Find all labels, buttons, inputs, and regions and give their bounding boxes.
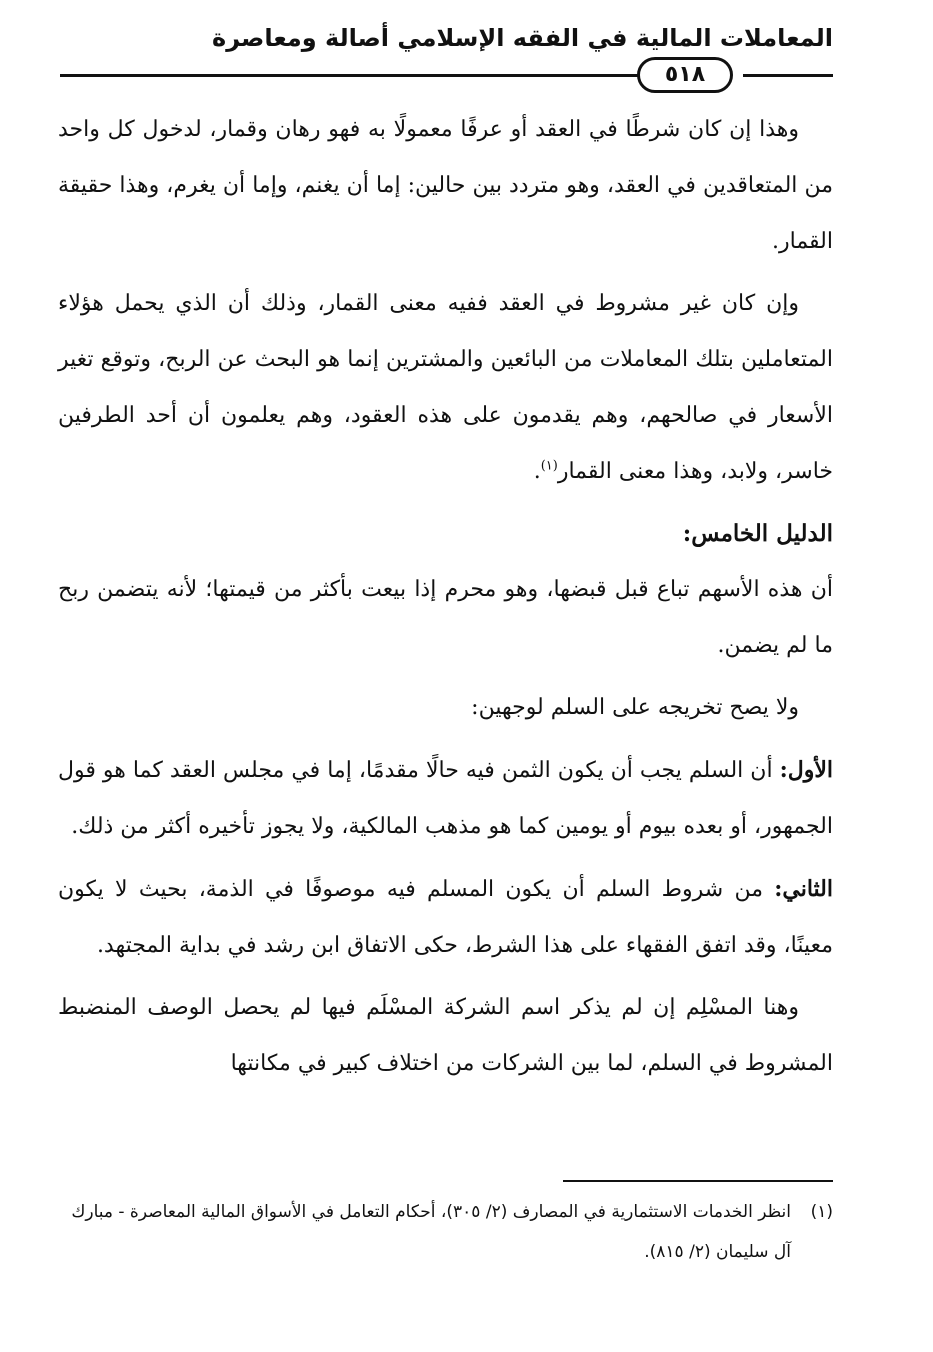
page-number-badge: ٥١٨ xyxy=(637,57,733,93)
paragraph-1: وهذا إن كان شرطًا في العقد أو عرفًا معمولًا به فهو رهان وقمار، لدخول كل واحد من المتعاقدين في العقد، وهو متردد بين حالين: إما أن يغنم، وإما أن يغرم، وهذا حقيقة القمار. xyxy=(58,117,833,254)
header-rule-right xyxy=(743,74,833,77)
footnote-item xyxy=(58,1192,833,1272)
paragraph-3: أن هذه الأسهم تباع قبل قبضها، وهو محرم إذا بيعت بأكثر من قيمتها؛ لأنه يتضمن ربح ما لم يضمن. xyxy=(58,577,833,658)
paragraph-6-lead: الثاني: xyxy=(774,876,833,902)
paragraph-6 xyxy=(58,861,833,974)
footnote-separator xyxy=(563,1180,833,1182)
paragraph-7: وهنا المسْلِم إن لم يذكر اسم الشركة المسْلَم فيها لم يحصل الوصف المنضبط المشروط في السلم، لما بين الشركات من اختلاف كبير في مكانتها xyxy=(58,995,833,1076)
paragraph-2-end: . xyxy=(533,459,541,484)
footnotes xyxy=(58,1192,833,1272)
paragraph-5-lead: الأول: xyxy=(779,757,833,783)
paragraph-2 xyxy=(58,276,833,500)
paragraph-4: ولا يصح تخريجه على السلم لوجهين: xyxy=(471,695,799,720)
footnote-text: انظر الخدمات الاستثمارية في المصارف (٢/ ٣٠٥)، أحكام التعامل في الأسواق المالية المعاصرة - مبارك آل سليمان (٢/ ٨١٥). xyxy=(71,1202,791,1262)
paragraph-2-text: وإن كان غير مشروط في العقد ففيه معنى القمار، وذلك أن الذي يحمل هؤلاء المتعاملين بتلك المعاملات من البائعين والمشترين إنما هو البحث عن الربح، وتوقع تغير الأسعار في صالحهم، وهم يقدمون على هذه العقود، وهم يعلمون أن أحد الطرفين خاسر، ولابد، وهذا معنى القمار xyxy=(58,291,833,484)
header-rule-left xyxy=(60,74,660,77)
paragraph-5 xyxy=(58,742,833,855)
footnote-reference: (١) xyxy=(540,458,558,474)
section-heading: الدليل الخامس: xyxy=(682,520,833,547)
main-text xyxy=(58,102,833,1098)
paragraph-6-text: من شروط السلم أن يكون المسلم فيه موصوفًا في الذمة، بحيث لا يكون معينًا، وقد اتفق الفقهاء على هذا الشرط، حكى الاتفاق ابن رشد في بداية المجتهد. xyxy=(58,877,833,958)
paragraph-5-text: أن السلم يجب أن يكون الثمن فيه حالًا مقدمًا، إما في مجلس العقد كما هو قول الجمهور، أو بعده بيوم أو يومين كما هو مذهب المالكية، ولا يجوز تأخيره أكثر من ذلك. xyxy=(58,758,833,839)
running-title: المعاملات المالية في الفقه الإسلامي أصالة ومعاصرة xyxy=(212,24,833,52)
page-header xyxy=(60,10,833,90)
footnote-marker: (١) xyxy=(810,1202,833,1222)
